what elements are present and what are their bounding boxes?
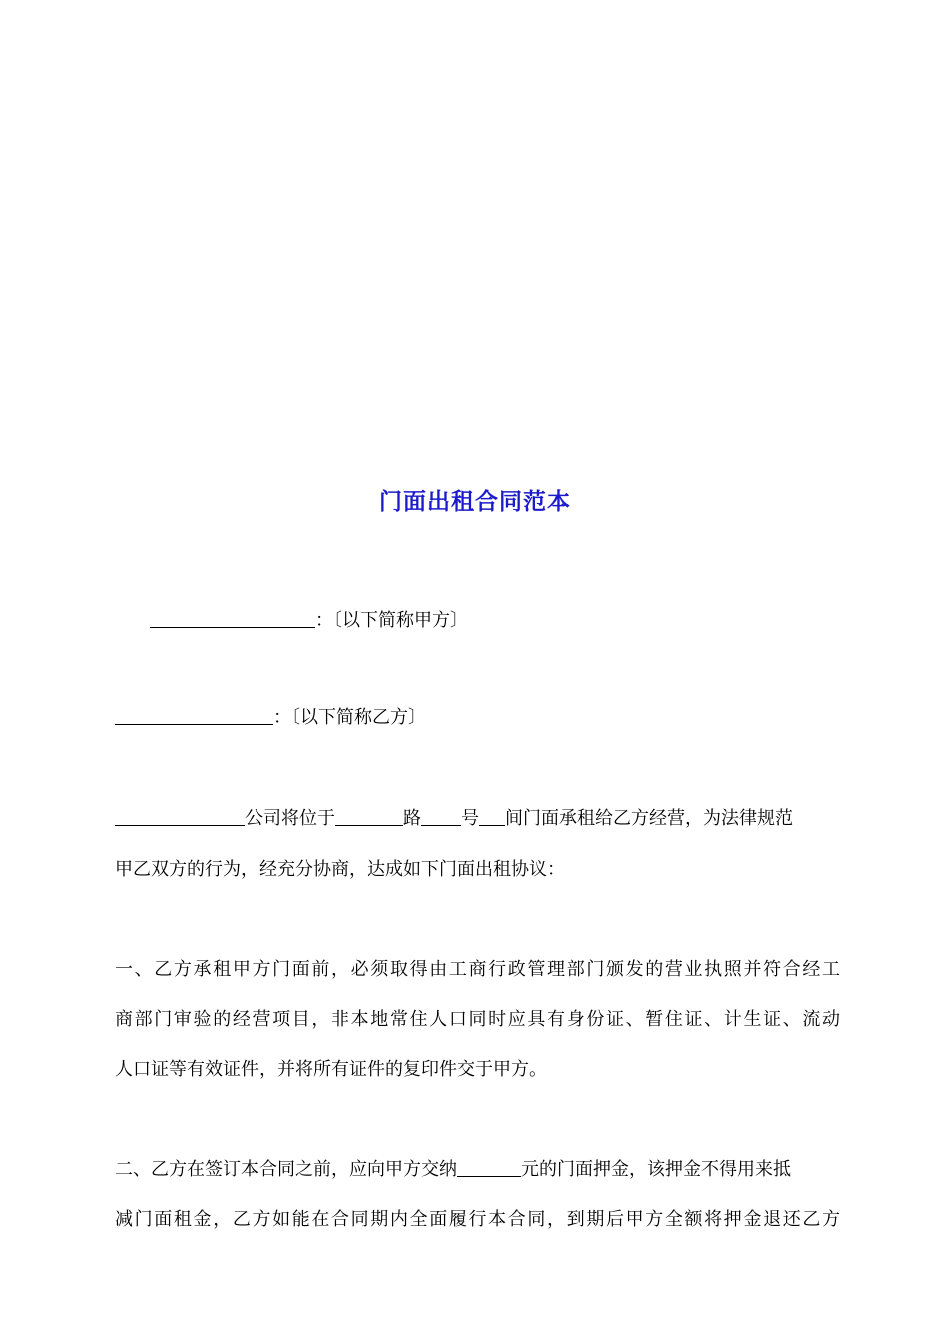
clause-1-line-2: 商部门审验的经营项目，非本地常住人口同时应具有身份证、暂住证、计生证、流动 <box>115 1009 840 1030</box>
intro-text-4: 间门面承租给乙方经营，为法律规范 <box>505 808 793 829</box>
road-blank <box>335 807 403 826</box>
intro-line-1 <box>115 805 840 833</box>
party-b-line <box>115 704 840 732</box>
company-name-blank <box>115 807 245 826</box>
clause-1-line-3: 人口证等有效证件，并将所有证件的复印件交于甲方。 <box>115 1059 547 1080</box>
clause-2-text-2: 元的门面押金，该押金不得用来抵 <box>521 1159 791 1180</box>
intro-text-1: 公司将位于 <box>245 808 335 829</box>
document-title: 门面出租合同范本 <box>379 489 571 515</box>
clause-2-line-2: 减门面租金，乙方如能在合同期内全面履行本合同，到期后甲方全额将押金退还乙方 <box>115 1209 840 1230</box>
party-a-name-blank <box>150 609 315 628</box>
party-a-suffix: 〔以下简称甲方〕 <box>333 610 468 631</box>
deposit-amount-blank <box>457 1158 521 1177</box>
clause-2-text-1: 二、乙方在签订本合同之前，应向甲方交纳 <box>115 1159 457 1180</box>
intro-text-3: 号 <box>461 808 479 829</box>
party-b-suffix: 〔以下简称乙方〕 <box>291 707 426 728</box>
party-a-line <box>150 607 875 635</box>
party-b-colon: ： <box>273 707 291 728</box>
unit-count-blank <box>479 807 505 826</box>
clause-1-line-1: 一、乙方承租甲方门面前，必须取得由工商行政管理部门颁发的营业执照并符合经工 <box>115 959 840 980</box>
number-blank <box>421 807 461 826</box>
clause-2-line-1 <box>115 1156 840 1184</box>
party-b-name-blank <box>115 706 273 725</box>
intro-line-2: 甲乙双方的行为，经充分协商，达成如下门面出租协议： <box>115 859 565 880</box>
party-a-colon: ： <box>315 610 333 631</box>
intro-text-2: 路 <box>403 808 421 829</box>
